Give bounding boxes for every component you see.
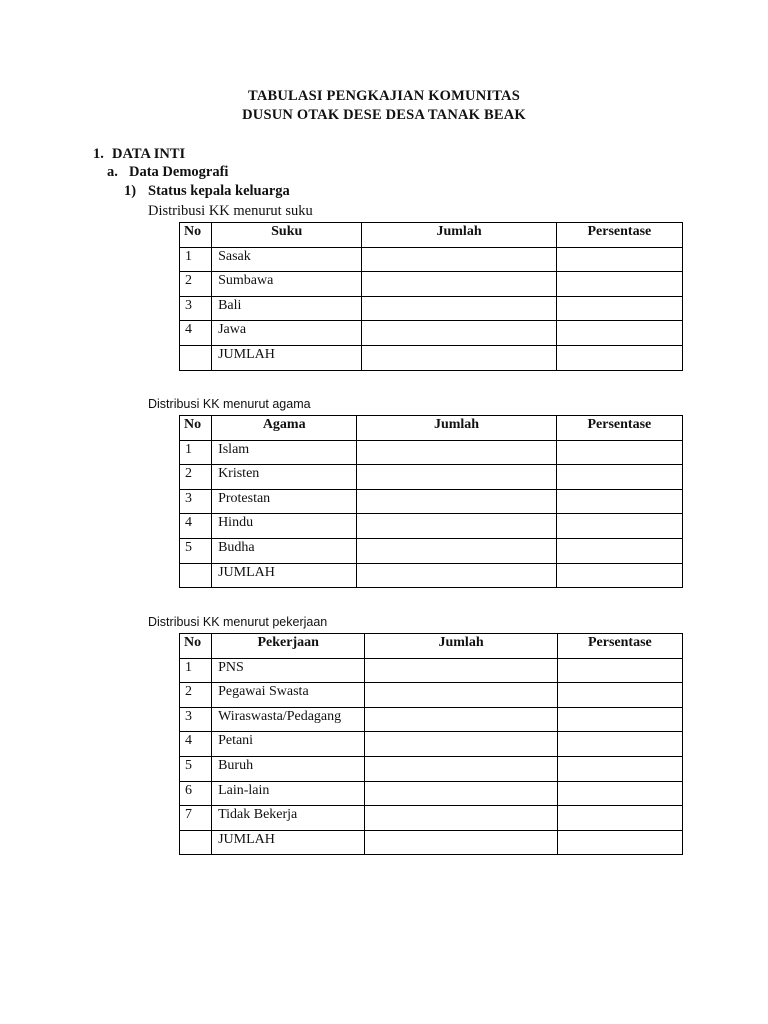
cell-label: Sasak [212, 247, 362, 272]
cell-label: Hindu [212, 514, 357, 539]
table-row [180, 732, 683, 757]
cell-label: JUMLAH [212, 563, 357, 588]
cell-persentase [557, 781, 682, 806]
table-row [180, 563, 683, 588]
column-header-label: Agama [212, 416, 357, 441]
table-distribusi-suku [179, 222, 683, 371]
table-caption-agama: Distribusi KK menurut agama [148, 397, 311, 411]
column-header-jumlah: Jumlah [357, 416, 556, 441]
table-row [180, 658, 683, 683]
cell-jumlah [365, 683, 557, 708]
table-row [180, 514, 683, 539]
cell-jumlah [357, 489, 556, 514]
cell-label: Jawa [212, 321, 362, 346]
cell-jumlah [357, 465, 556, 490]
subsection-label: Data Demografi [129, 164, 229, 180]
table-header-row [180, 223, 683, 248]
cell-persentase [557, 707, 682, 732]
cell-label: Protestan [212, 489, 357, 514]
cell-jumlah [365, 806, 557, 831]
section-label: DATA INTI [112, 146, 186, 162]
cell-jumlah [362, 272, 556, 297]
cell-no: 3 [180, 296, 212, 321]
cell-persentase [557, 732, 682, 757]
cell-jumlah [365, 707, 557, 732]
cell-no: 2 [180, 465, 212, 490]
cell-persentase [556, 440, 682, 465]
cell-label: PNS [212, 658, 365, 683]
table-row [180, 296, 683, 321]
cell-no: 6 [180, 781, 212, 806]
cell-persentase [557, 683, 682, 708]
cell-persentase [556, 514, 682, 539]
table-row [180, 781, 683, 806]
table-row [180, 465, 683, 490]
cell-persentase [556, 563, 682, 588]
cell-label: Islam [212, 440, 357, 465]
cell-label: Kristen [212, 465, 357, 490]
cell-persentase [557, 830, 682, 855]
column-header-persentase: Persentase [557, 634, 682, 659]
column-header-jumlah: Jumlah [365, 634, 557, 659]
cell-persentase [557, 658, 682, 683]
table-header-row [180, 416, 683, 441]
subsection-heading-data-demografi [107, 164, 228, 181]
cell-persentase [556, 538, 682, 563]
table-header-row [180, 634, 683, 659]
table-caption-suku: Distribusi KK menurut suku [148, 203, 313, 219]
column-header-no: No [180, 634, 212, 659]
cell-label: Wiraswasta/Pedagang [212, 707, 365, 732]
cell-persentase [557, 756, 682, 781]
table-row [180, 272, 683, 297]
cell-label: JUMLAH [212, 830, 365, 855]
cell-no: 1 [180, 658, 212, 683]
cell-label: Tidak Bekerja [212, 806, 365, 831]
table-row [180, 538, 683, 563]
subsubsection-number: 1) [124, 183, 137, 199]
cell-label: JUMLAH [212, 345, 362, 370]
cell-no: 5 [180, 756, 212, 781]
cell-persentase [556, 321, 682, 346]
cell-persentase [556, 272, 682, 297]
table-row [180, 756, 683, 781]
column-header-label: Pekerjaan [212, 634, 365, 659]
cell-persentase [557, 806, 682, 831]
column-header-persentase: Persentase [556, 416, 682, 441]
cell-persentase [556, 247, 682, 272]
cell-label: Lain-lain [212, 781, 365, 806]
cell-no: 4 [180, 514, 212, 539]
table-row [180, 345, 683, 370]
cell-jumlah [357, 538, 556, 563]
cell-label: Petani [212, 732, 365, 757]
subsection-number: a. [107, 164, 118, 180]
cell-jumlah [365, 756, 557, 781]
cell-label: Budha [212, 538, 357, 563]
table-row [180, 683, 683, 708]
cell-jumlah [365, 830, 557, 855]
cell-label: Sumbawa [212, 272, 362, 297]
cell-no: 1 [180, 247, 212, 272]
cell-persentase [556, 296, 682, 321]
cell-no [180, 830, 212, 855]
cell-jumlah [357, 563, 556, 588]
cell-no: 2 [180, 272, 212, 297]
column-header-persentase: Persentase [556, 223, 682, 248]
column-header-no: No [180, 416, 212, 441]
subsubsection-heading-status-kk [124, 183, 290, 200]
cell-no [180, 563, 212, 588]
table-row [180, 707, 683, 732]
cell-no: 4 [180, 321, 212, 346]
cell-no: 3 [180, 707, 212, 732]
cell-persentase [556, 465, 682, 490]
table-caption-pekerjaan: Distribusi KK menurut pekerjaan [148, 615, 328, 629]
document-title-line-2: DUSUN OTAK DESE DESA TANAK BEAK [242, 107, 526, 123]
column-header-jumlah: Jumlah [362, 223, 556, 248]
cell-jumlah [365, 732, 557, 757]
column-header-no: No [180, 223, 212, 248]
cell-jumlah [362, 296, 556, 321]
table-row [180, 806, 683, 831]
table-row [180, 489, 683, 514]
table-distribusi-pekerjaan [179, 633, 683, 855]
section-number: 1. [93, 146, 104, 162]
table-row [180, 830, 683, 855]
column-header-label: Suku [212, 223, 362, 248]
cell-jumlah [365, 781, 557, 806]
cell-jumlah [357, 440, 556, 465]
cell-no: 7 [180, 806, 212, 831]
cell-jumlah [362, 247, 556, 272]
table-row [180, 247, 683, 272]
subsubsection-label: Status kepala keluarga [148, 183, 290, 199]
document-title-line-1: TABULASI PENGKAJIAN KOMUNITAS [248, 88, 520, 104]
cell-persentase [556, 345, 682, 370]
section-heading-data-inti [93, 146, 185, 163]
cell-no: 2 [180, 683, 212, 708]
table-row [180, 321, 683, 346]
cell-label: Pegawai Swasta [212, 683, 365, 708]
cell-label: Buruh [212, 756, 365, 781]
cell-persentase [556, 489, 682, 514]
cell-no: 4 [180, 732, 212, 757]
cell-jumlah [362, 321, 556, 346]
cell-no: 3 [180, 489, 212, 514]
table-row [180, 440, 683, 465]
cell-label: Bali [212, 296, 362, 321]
cell-no: 1 [180, 440, 212, 465]
cell-no [180, 345, 212, 370]
cell-no: 5 [180, 538, 212, 563]
cell-jumlah [365, 658, 557, 683]
table-distribusi-agama [179, 415, 683, 588]
cell-jumlah [357, 514, 556, 539]
cell-jumlah [362, 345, 556, 370]
